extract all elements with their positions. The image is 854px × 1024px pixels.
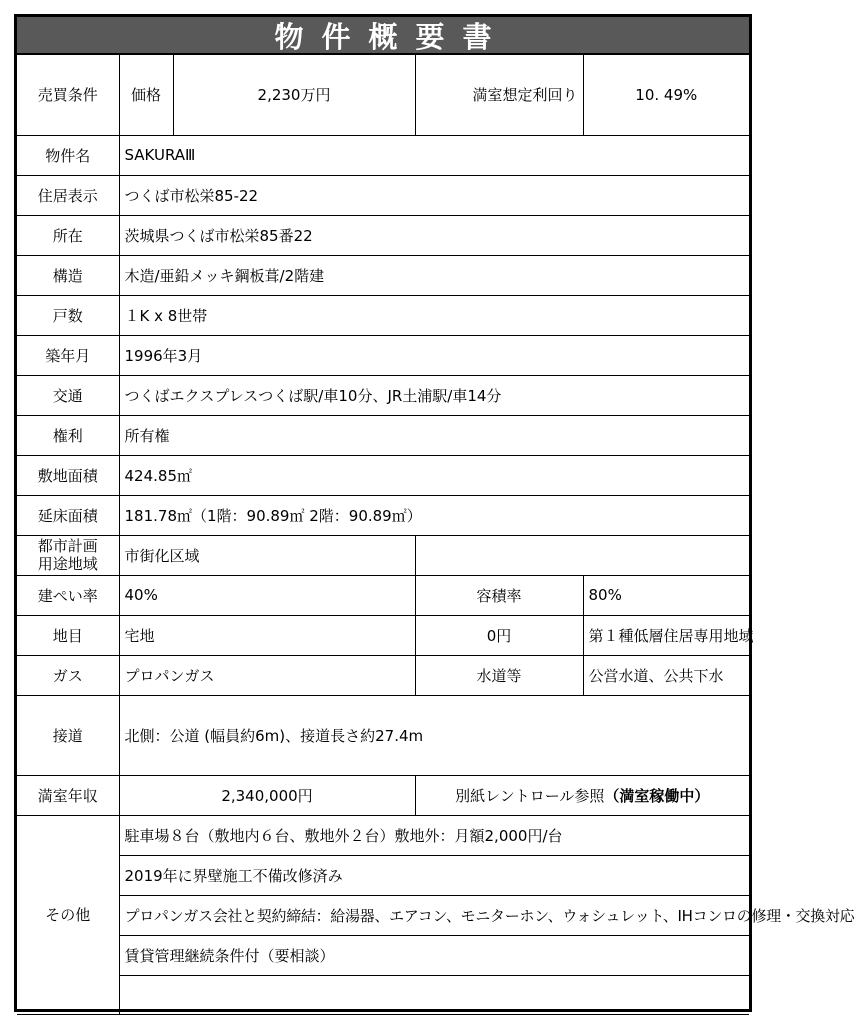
table-row <box>17 255 749 295</box>
location-value: 茨城県つくば市松栄85番22 <box>119 215 749 255</box>
income-note <box>415 775 749 815</box>
table-row <box>17 975 749 1014</box>
table-row <box>17 135 749 175</box>
floor-area-value: 181.78㎡（1階：90.89㎡ 2階：90.89㎡） <box>119 495 749 535</box>
price-label: 価格 <box>119 55 173 135</box>
table-row <box>17 655 749 695</box>
price-value: 2,230万円 <box>173 55 415 135</box>
table-row <box>17 415 749 455</box>
other-item <box>119 975 749 1014</box>
yield-value: 10. 49% <box>583 55 749 135</box>
land-area-value: 424.85㎡ <box>119 455 749 495</box>
table-row <box>17 855 749 895</box>
yield-label: 満室想定利回り <box>415 55 583 135</box>
table-row <box>17 815 749 855</box>
units-value: １K x 8世帯 <box>119 295 749 335</box>
zoning-label-line1: 都市計画 <box>37 537 98 555</box>
conditions-row <box>17 55 749 135</box>
other-item: プロパンガス会社と契約締結：給湯器、エアコン、モニターホン、ウォシュレット、IHコンロの修理・交換対応 <box>119 895 749 935</box>
land-area-label: 敷地面積 <box>17 455 119 495</box>
table-row <box>17 455 749 495</box>
table-row <box>17 175 749 215</box>
zoning-label-line2: 用途地域 <box>37 555 98 573</box>
use-district-value: 第１種低層住居専用地域 <box>583 615 749 655</box>
income-note-text: 別紙レントロール参照 <box>455 786 605 805</box>
table-row <box>17 215 749 255</box>
land-type-label: 地目 <box>17 615 119 655</box>
rights-value: 所有権 <box>119 415 749 455</box>
gas-label: ガス <box>17 655 119 695</box>
gas-value: プロパンガス <box>119 655 415 695</box>
property-name-value: SAKURAⅢ <box>119 135 749 175</box>
table-row <box>17 695 749 775</box>
road-value: 北側：公道 (幅員約6m)、接道長さ約27.4m <box>119 695 749 775</box>
table-row <box>17 775 749 815</box>
table-row <box>17 375 749 415</box>
floor-ratio-value: 80% <box>583 575 749 615</box>
table-row <box>17 615 749 655</box>
table-row <box>17 295 749 335</box>
land-type-value: 宅地 <box>119 615 415 655</box>
road-label: 接道 <box>17 695 119 775</box>
floor-ratio-label: 容積率 <box>415 575 583 615</box>
transport-label: 交通 <box>17 375 119 415</box>
other-item: 駐車場８台（敷地内６台、敷地外２台）敷地外：月額2,000円/台 <box>119 815 749 855</box>
units-label: 戸数 <box>17 295 119 335</box>
built-value: 1996年3月 <box>119 335 749 375</box>
other-item: 賃貸管理継続条件付（要相談） <box>119 935 749 975</box>
table-row <box>17 575 749 615</box>
other-label: その他 <box>17 815 119 1014</box>
address-value: つくば市松栄85-22 <box>119 175 749 215</box>
table-row <box>17 935 749 975</box>
address-label: 住居表示 <box>17 175 119 215</box>
built-label: 築年月 <box>17 335 119 375</box>
structure-value: 木造/亜鉛メッキ鋼板葺/2階建 <box>119 255 749 295</box>
table-row <box>17 335 749 375</box>
location-label: 所在 <box>17 215 119 255</box>
table-row <box>17 495 749 535</box>
property-table <box>17 55 854 1015</box>
table-row <box>17 895 749 935</box>
zoning-label <box>17 535 119 575</box>
water-label: 水道等 <box>415 655 583 695</box>
property-name-label: 物件名 <box>17 135 119 175</box>
coverage-label: 建ぺい率 <box>17 575 119 615</box>
zoning-value: 市街化区域 <box>119 535 415 575</box>
transport-value: つくばエクスプレスつくば駅/車10分、JR土浦駅/車14分 <box>119 375 749 415</box>
water-value: 公営水道、公共下水 <box>583 655 749 695</box>
income-label: 満室年収 <box>17 775 119 815</box>
property-summary-sheet <box>14 14 854 1012</box>
structure-label: 構造 <box>17 255 119 295</box>
land-type-amount: 0円 <box>415 615 583 655</box>
document-title: 物件概要書 <box>17 17 749 55</box>
rights-label: 権利 <box>17 415 119 455</box>
income-value: 2,340,000円 <box>119 775 415 815</box>
coverage-value: 40% <box>119 575 415 615</box>
table-row <box>17 535 749 575</box>
conditions-label: 売買条件 <box>17 55 119 135</box>
floor-area-label: 延床面積 <box>17 495 119 535</box>
income-note-bold: （満室稼働中） <box>604 786 710 805</box>
zoning-value-2 <box>415 535 749 575</box>
other-item: 2019年に界壁施工不備改修済み <box>119 855 749 895</box>
